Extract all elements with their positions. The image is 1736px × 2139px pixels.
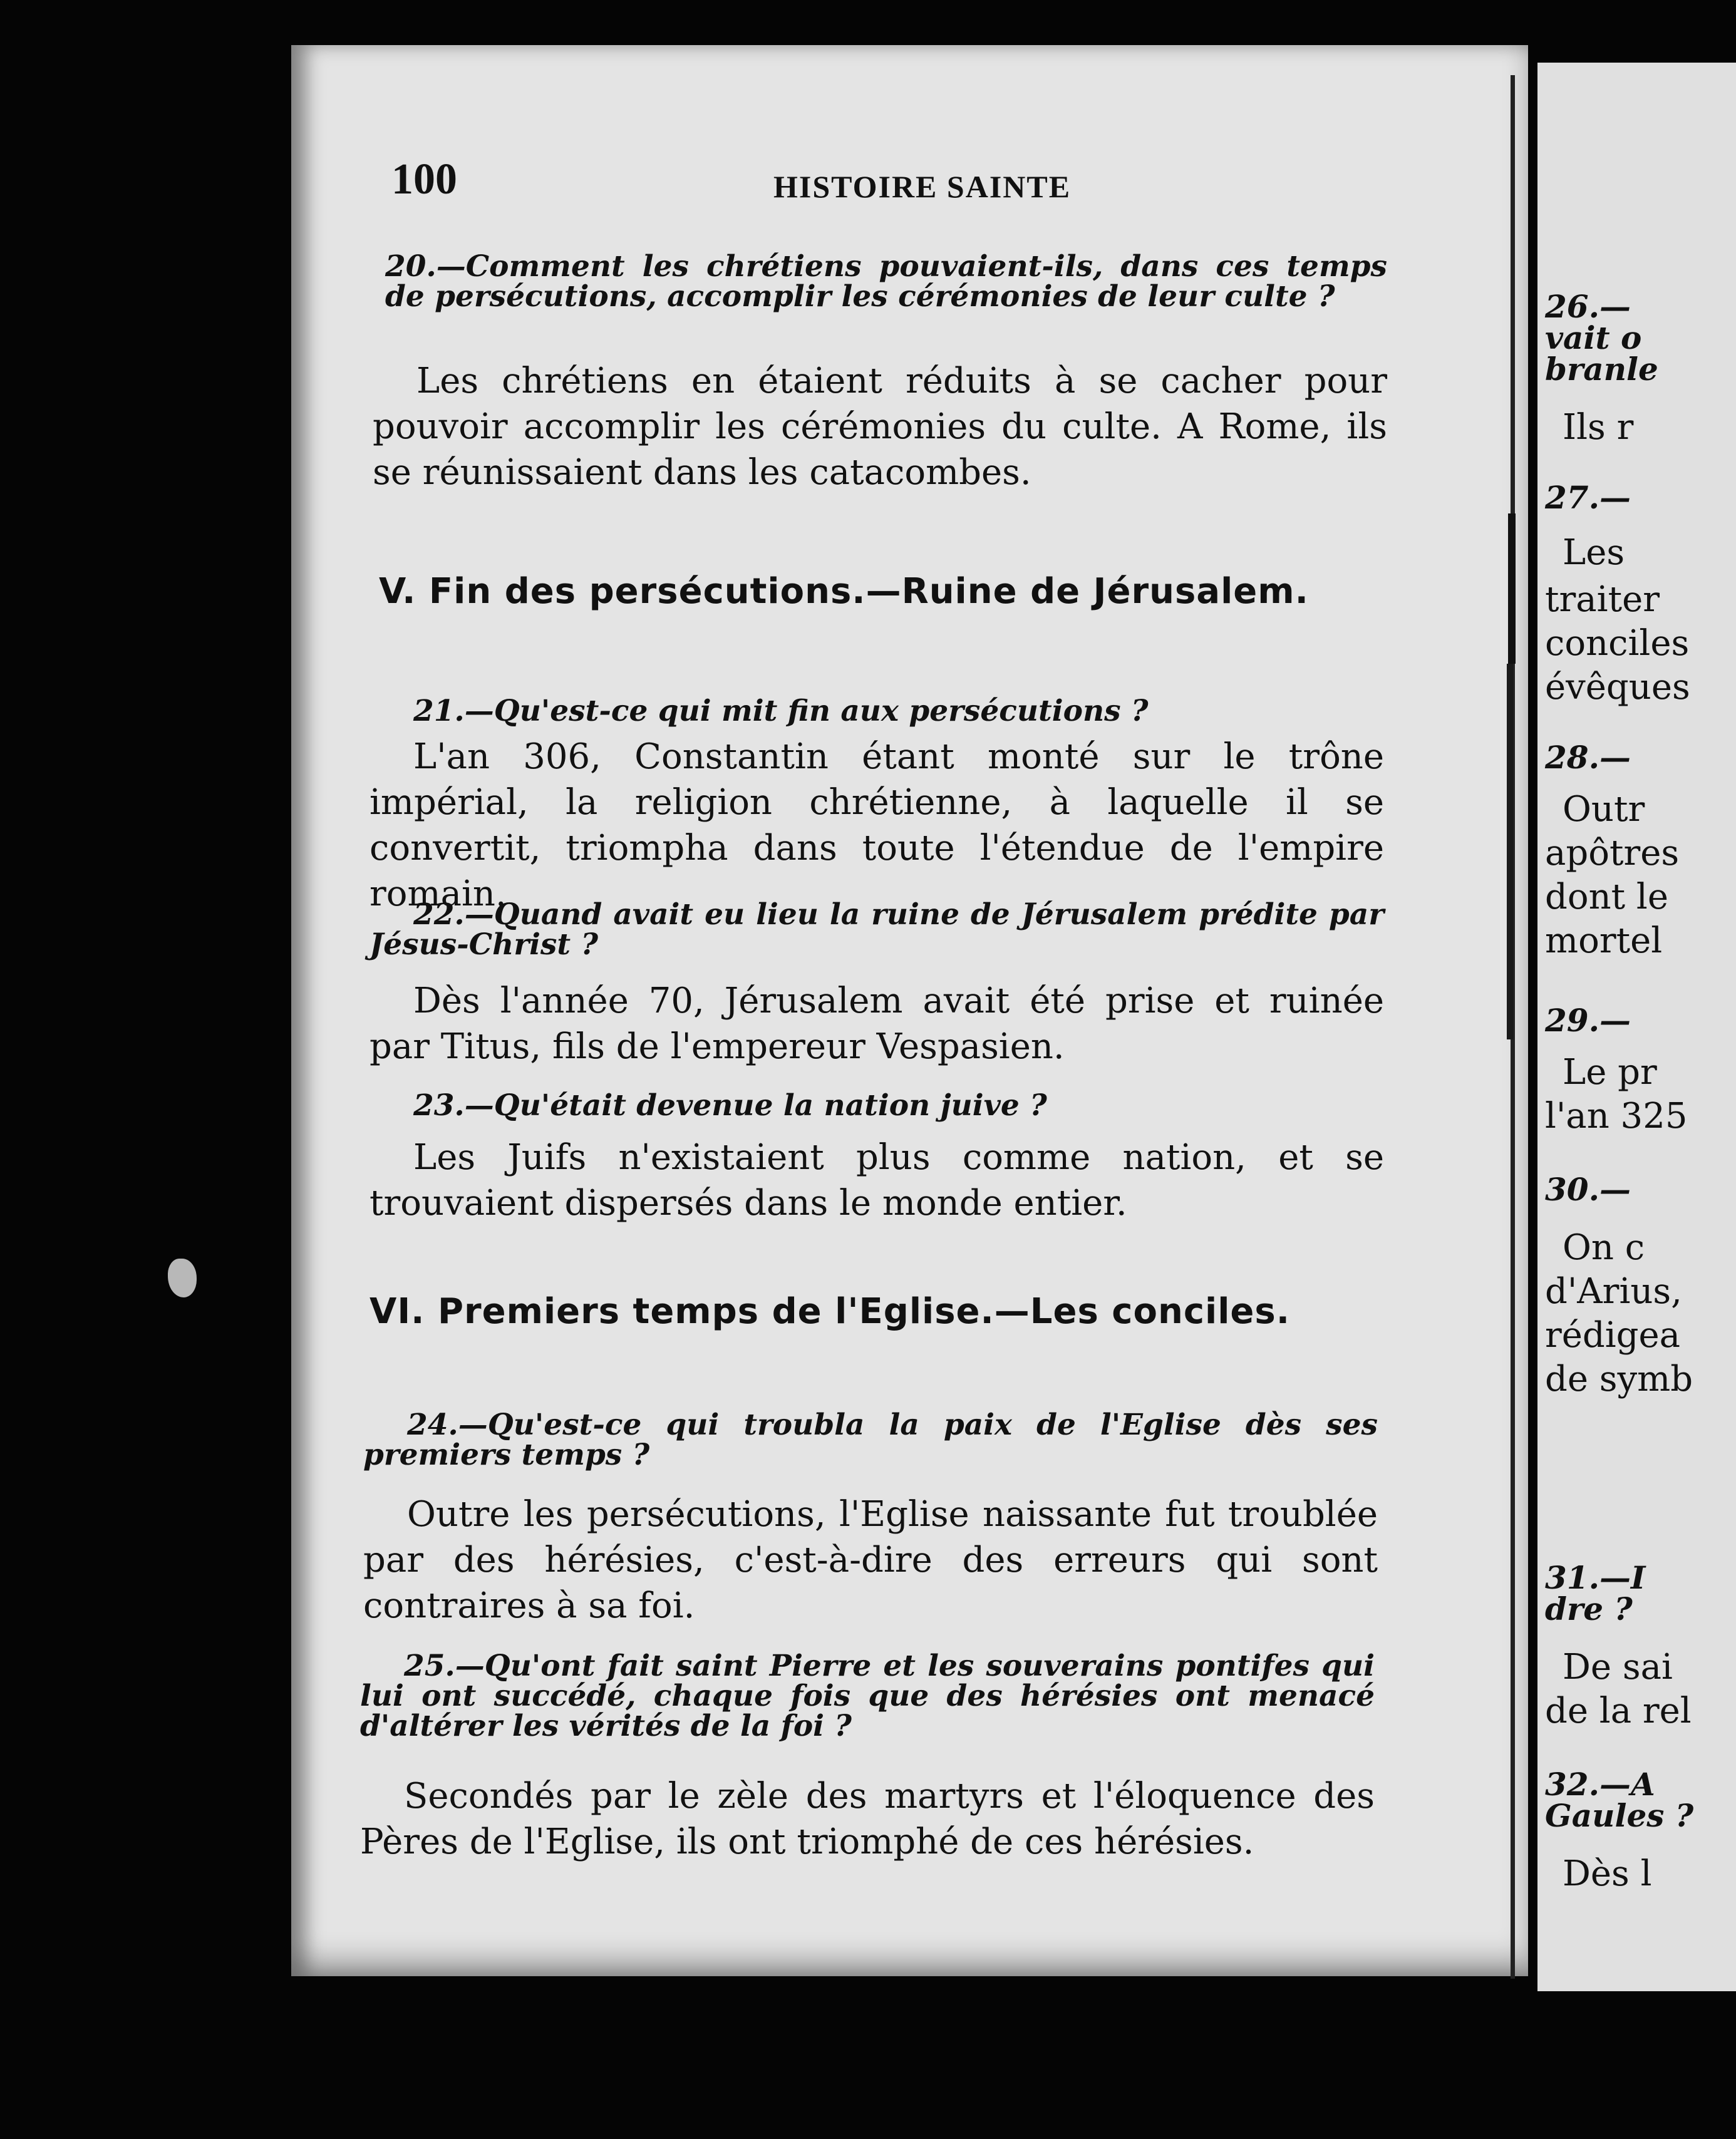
page-gutter-shadow-lower [1507, 664, 1513, 1039]
question-20: 20.—Comment les chrétiens pouvaient-ils, dans ces temps de persécutions, accomplir les cérémonies de leur culte ? [385, 249, 1387, 314]
running-head: HISTOIRE SAINTE [773, 169, 1072, 204]
facing-line: branle [1545, 351, 1658, 388]
page-gutter-shadow [1508, 513, 1516, 664]
facing-line: 31.—I [1545, 1559, 1646, 1596]
question-21: 21.—Qu'est-ce qui mit fin aux persécutions ? [413, 694, 1149, 728]
facing-line: Gaules ? [1545, 1797, 1694, 1834]
facing-line: de symb [1545, 1359, 1693, 1399]
facing-line: dont le [1545, 877, 1668, 917]
facing-line: l'an 325 [1545, 1096, 1688, 1137]
book-page-left [291, 45, 1528, 1976]
answer-24: Outre les persécutions, l'Eglise naissante fut troublée par des hérésies, c'est-à-dire des erreurs qui sont contraires à sa foi. [363, 1494, 1378, 1626]
section-heading-vi: VI. Premiers temps de l'Eglise.—Les conciles. [369, 1291, 1290, 1332]
facing-line: vait o [1545, 319, 1642, 356]
facing-line: 32.—A [1545, 1766, 1655, 1803]
question-24: 24.—Qu'est-ce qui troubla la paix de l'Eglise dès ses premiers temps ? [363, 1408, 1378, 1472]
facing-line: De sai [1563, 1647, 1673, 1688]
answer-22: Dès l'année 70, Jérusalem avait été prise et ruinée par Titus, fils de l'empereur Vespasien. [369, 981, 1384, 1067]
page-number: 100 [391, 155, 457, 204]
facing-line: On c [1563, 1227, 1645, 1268]
facing-line: 28.— [1545, 739, 1631, 776]
question-22: 22.—Quand avait eu lieu la ruine de Jérusalem prédite par Jésus-Christ ? [369, 897, 1384, 962]
facing-line: conciles [1545, 623, 1690, 664]
facing-line: Les [1563, 532, 1625, 573]
section-heading-v: V. Fin des persécutions.—Ruine de Jérusalem. [379, 571, 1309, 612]
facing-line: dre ? [1545, 1590, 1633, 1627]
facing-line: Outr [1563, 789, 1645, 830]
facing-line: Le pr [1563, 1052, 1657, 1093]
facing-line: 30.— [1545, 1171, 1631, 1208]
book-page-right-partial [1537, 63, 1736, 1991]
facing-line: de la rel [1545, 1691, 1692, 1731]
facing-line: Dès l [1563, 1853, 1652, 1894]
facing-line: apôtres [1545, 833, 1680, 874]
facing-line: 27.— [1545, 479, 1631, 516]
facing-line: rédigea [1545, 1315, 1681, 1356]
facing-line: 26.— [1545, 288, 1631, 325]
question-25: 25.—Qu'ont fait saint Pierre et les souverains pontifes qui lui ont succédé, chaque fois que des hérésies ont menacé d'altérer les vérités de la foi ? [360, 1649, 1375, 1743]
scan-debris [168, 1259, 197, 1297]
facing-line: mortel [1545, 920, 1663, 961]
facing-line: traiter [1545, 579, 1660, 620]
facing-line: Ils r [1563, 407, 1634, 448]
answer-21: L'an 306, Constantin étant monté sur le trône impérial, la religion chrétienne, à laquelle il se convertit, triompha dans toute l'étendue de l'empire romain. [369, 736, 1384, 914]
facing-line: d'Arius, [1545, 1271, 1682, 1312]
answer-25: Secondés par le zèle des martyrs et l'éloquence des Pères de l'Eglise, ils ont triomphé de ces hérésies. [360, 1776, 1375, 1862]
answer-23: Les Juifs n'existaient plus comme nation, et se trouvaient dispersés dans le monde entier. [369, 1137, 1384, 1224]
question-23: 23.—Qu'était devenue la nation juive ? [413, 1088, 1047, 1123]
facing-line: 29.— [1545, 1002, 1631, 1039]
facing-line: évêques [1545, 667, 1690, 708]
answer-20: Les chrétiens en étaient réduits à se cacher pour pouvoir accomplir les cérémonies du culte. A Rome, ils se réunissaient dans les catacombes. [373, 361, 1387, 493]
